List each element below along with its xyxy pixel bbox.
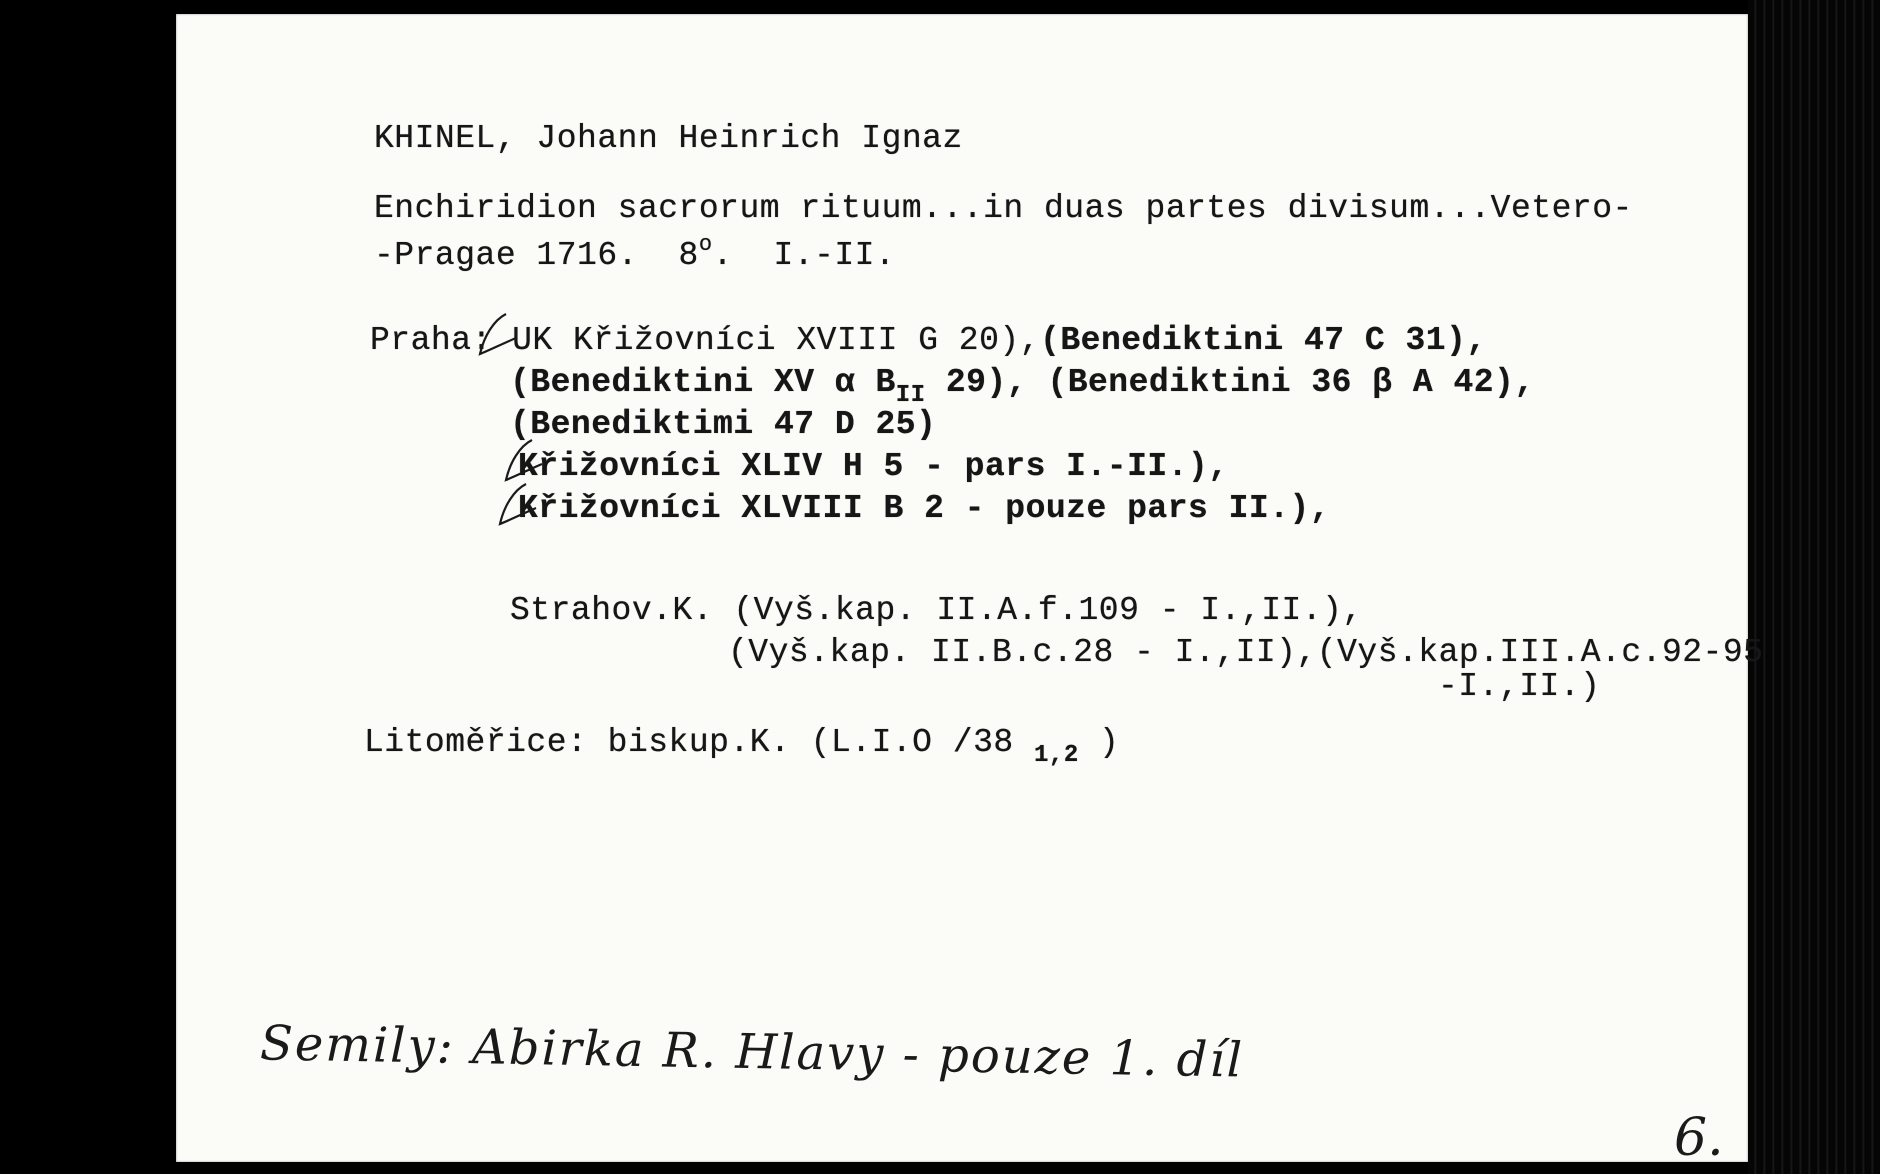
location-label-praha: Praha: UK bbox=[370, 322, 574, 359]
title-line-1: Enchiridion sacrorum rituum...in duas partes divisum...Vetero- bbox=[374, 190, 1633, 227]
holding-litomerice bbox=[364, 724, 1119, 769]
scan-border-right bbox=[1748, 0, 1880, 1174]
holding-praha-line-5: Křižovníci XLVIII B 2 - pouze pars II.), bbox=[518, 490, 1331, 527]
format-superscript: o bbox=[698, 232, 713, 257]
holding-strahov-line-1: Strahov.K. (Vyš.kap. II.A.f.109 - I.,II.), bbox=[510, 592, 1363, 629]
litomerice-text: Litoměřice: biskup.K. (L.I.O /38 bbox=[364, 724, 1035, 761]
catalog-card bbox=[176, 14, 1764, 1168]
author-heading: KHINEL, Johann Heinrich Ignaz bbox=[374, 120, 963, 157]
shelfmark-benediktini-47c: (Benediktini 47 C 31), bbox=[1040, 322, 1487, 359]
holding-praha-line-4: Křižovníci XLIV H 5 - pars I.-II.), bbox=[518, 448, 1229, 485]
imprint-text: -Pragae 1716. 8 bbox=[374, 237, 699, 274]
litomerice-close: ) bbox=[1078, 724, 1120, 761]
volumes-text: . I.-II. bbox=[712, 237, 896, 274]
check-mark-icon bbox=[502, 436, 546, 484]
holding-strahov-line-2: (Vyš.kap. II.B.c.28 - I.,II),(Vyš.kap.III.A.c.92-95 bbox=[728, 634, 1764, 671]
holding-strahov-line-3: -I.,II.) bbox=[1438, 668, 1601, 705]
scan-border-left bbox=[0, 0, 170, 1174]
litomerice-subscript: 1,2 bbox=[1034, 742, 1079, 769]
shelfmark-benediktini-xv: (Benediktini XV α B bbox=[510, 364, 896, 401]
check-mark-icon bbox=[476, 310, 520, 358]
holding-praha-line-2 bbox=[510, 364, 1535, 409]
handwritten-note: Semily: Abirka R. Hlavy - pouze 1. díl bbox=[259, 1015, 1245, 1089]
shelfmark-krizovnici-xviii: Křižovníci XVIII G 20), bbox=[573, 322, 1041, 359]
check-mark-icon bbox=[496, 480, 540, 528]
holding-praha-line-3: (Benediktimi 47 D 25) bbox=[510, 406, 937, 443]
page-number: 6. bbox=[1674, 1108, 1724, 1168]
title-line-2 bbox=[374, 232, 895, 274]
shelfmark-subscript: II bbox=[895, 382, 926, 409]
shelfmark-benediktini-36: 29), (Benediktini 36 β A 42), bbox=[925, 364, 1535, 401]
holding-praha-line-1 bbox=[370, 322, 1487, 359]
